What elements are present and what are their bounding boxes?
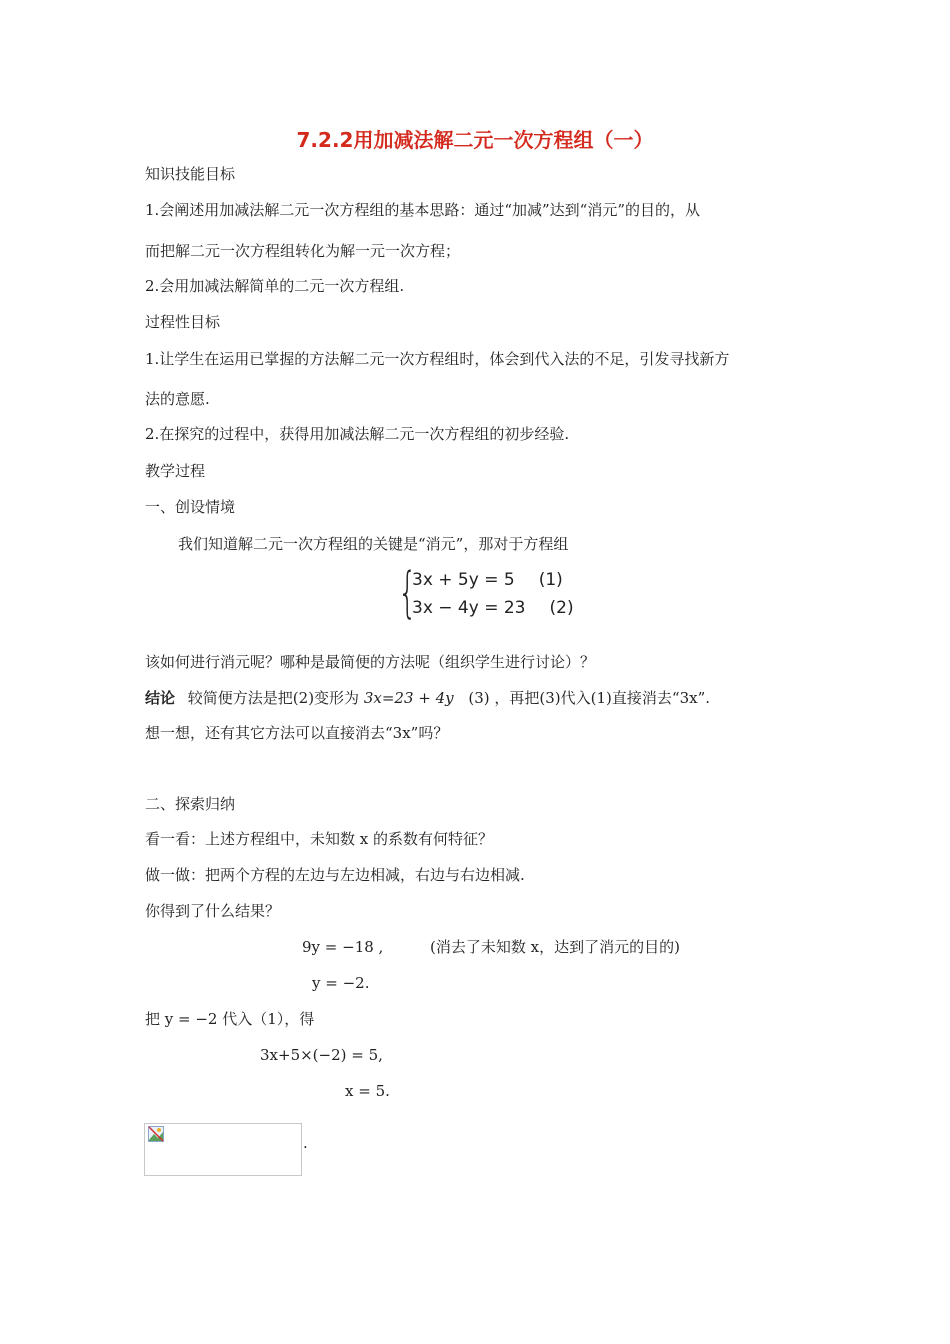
- process-goal-item-2: 2.在探究的过程中，获得用加减法解二元一次方程组的初步经验.: [145, 425, 570, 443]
- think-text: 想一想，还有其它方法可以直接消去“3x”吗？: [145, 724, 449, 742]
- result-question: 你得到了什么结果？: [145, 902, 281, 920]
- knowledge-item-2: 2.会用加减法解简单的二元一次方程组.: [145, 277, 405, 295]
- equation-2: [412, 598, 574, 618]
- conclusion-label: 结论: [145, 689, 176, 707]
- look-text: 看一看：上述方程组中，未知数 x 的系数有何特征？: [145, 830, 493, 848]
- section-1-heading: 一、创设情境: [145, 498, 236, 516]
- section-2-heading: 二、探索归纳: [145, 795, 236, 813]
- knowledge-item-1b: 而把解二元一次方程组转化为解一元一次方程；: [145, 242, 461, 260]
- equation-1: [412, 570, 563, 590]
- knowledge-heading: 知识技能目标: [145, 165, 236, 183]
- equation-system: [398, 561, 574, 624]
- conclusion-text-a: 较简便方法是把(2)变形为: [187, 689, 360, 707]
- conclusion-line: [145, 688, 710, 708]
- step-1: 9y = −18 ,: [302, 938, 384, 956]
- teaching-heading: 教学过程: [145, 462, 206, 480]
- step-4: x = 5.: [345, 1082, 390, 1100]
- step-3: 3x+5×(−2) = 5,: [260, 1046, 383, 1064]
- process-goal-item-1a: 1.让学生在运用已掌握的方法解二元一次方程组时，体会到代入法的不足，引发寻找新方: [145, 350, 730, 368]
- process-goal-item-1b: 法的意愿.: [145, 390, 210, 408]
- equation-2-expr: 3x − 4y = 23: [412, 598, 526, 618]
- page-title: 7.2.2用加减法解二元一次方程组（一）: [296, 128, 654, 152]
- step-1-note: (消去了未知数 x，达到了消元的目的): [430, 938, 680, 956]
- intro-text: 我们知道解二元一次方程组的关键是“消元”，那对于方程组: [178, 535, 569, 553]
- substitute-text: 把 y = −2 代入（1），得: [145, 1010, 315, 1028]
- brace-icon: {: [398, 561, 417, 624]
- end-mark: .: [303, 1134, 308, 1152]
- question-text: 该如何进行消元呢？哪种是最简便的方法呢（组织学生进行讨论）？: [145, 653, 596, 671]
- conclusion-text-c: (3) ，再把(3)代入(1)直接消去“3x”.: [468, 689, 711, 707]
- do-text: 做一做：把两个方程的左边与左边相减，右边与右边相减.: [145, 866, 525, 884]
- step-2: y = −2.: [312, 974, 370, 992]
- broken-image-placeholder: [144, 1123, 302, 1176]
- process-goal-heading: 过程性目标: [145, 313, 221, 331]
- equation-2-number: (2): [549, 598, 574, 618]
- equation-1-expr: 3x + 5y = 5: [412, 570, 515, 590]
- broken-image-icon: [148, 1126, 164, 1142]
- conclusion-equation: 3x=23 + 4y: [363, 689, 454, 707]
- knowledge-item-1a: 1.会阐述用加减法解二元一次方程组的基本思路：通过“加减”达到“消元”的目的，从: [145, 201, 700, 219]
- equation-1-number: (1): [538, 570, 563, 590]
